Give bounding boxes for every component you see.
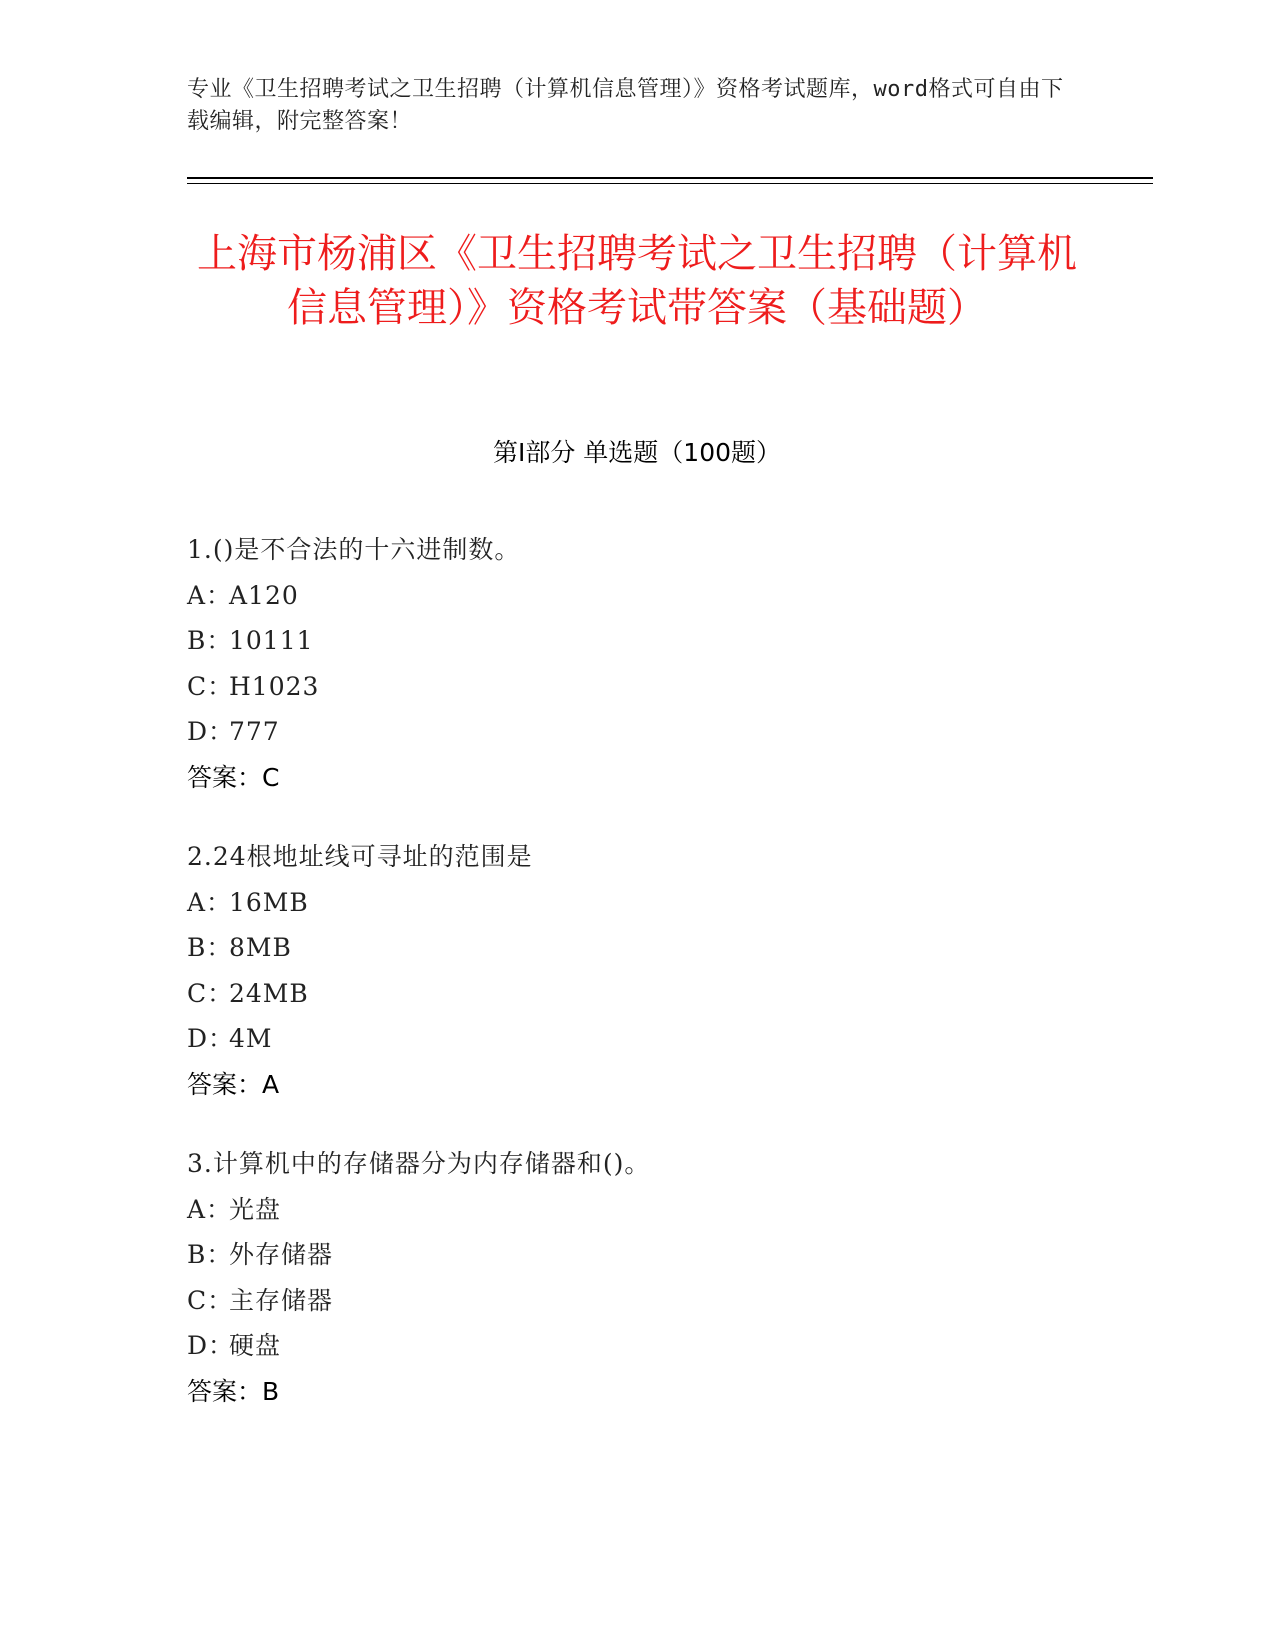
question-1 — [187, 527, 1087, 800]
option-text: 外存储器 — [229, 1240, 334, 1269]
header-divider-thin — [187, 183, 1153, 184]
option-text: 16MB — [229, 887, 309, 917]
option-letter: C： — [187, 978, 234, 1008]
option-text: H1023 — [229, 671, 320, 701]
option-text: 硬盘 — [229, 1331, 282, 1360]
option-c — [187, 971, 1087, 1017]
section-title: 第I部分 单选题（100题） — [492, 438, 782, 467]
answer-line: 答案：C — [187, 762, 280, 792]
document-title: 上海市杨浦区《卫生招聘考试之卫生招聘（计算机信息管理）》资格考试带答案（基础题） — [197, 231, 1077, 331]
option-text: 777 — [229, 717, 280, 746]
question-3 — [187, 1141, 1087, 1414]
question-stem: 2.24根地址线可寻址的范围是 — [187, 842, 533, 871]
option-letter: D： — [187, 1024, 235, 1053]
question-list — [187, 527, 1087, 1448]
answer-line: 答案：B — [187, 1376, 280, 1406]
option-a — [187, 880, 1087, 926]
option-text: 光盘 — [229, 1194, 282, 1224]
answer-line: 答案：A — [187, 1069, 280, 1099]
option-letter: D： — [187, 717, 235, 746]
option-a — [187, 573, 1087, 619]
option-letter: C： — [187, 1285, 234, 1315]
option-letter: B： — [187, 626, 233, 655]
question-2 — [187, 834, 1087, 1107]
option-text: 24MB — [229, 978, 309, 1008]
option-letter: A： — [187, 887, 233, 917]
question-stem: 3.计算机中的存储器分为内存储器和()。 — [187, 1149, 651, 1178]
option-letter: B： — [187, 933, 233, 962]
option-c — [187, 664, 1087, 710]
option-b — [187, 1232, 1087, 1278]
option-text: 主存储器 — [229, 1285, 334, 1315]
option-b — [187, 925, 1087, 971]
header-note: 专业《卫生招聘考试之卫生招聘（计算机信息管理）》资格考试题库，word格式可自由下载编辑，附完整答案！ — [187, 77, 1064, 134]
option-b — [187, 618, 1087, 664]
option-d — [187, 709, 1087, 755]
option-text: A120 — [229, 580, 299, 610]
option-a — [187, 1187, 1087, 1233]
option-letter: D： — [187, 1331, 235, 1360]
option-d — [187, 1016, 1087, 1062]
option-text: 8MB — [229, 933, 292, 962]
option-letter: B： — [187, 1240, 233, 1269]
option-text: 4M — [229, 1024, 273, 1053]
option-text: 10111 — [229, 626, 314, 655]
option-letter: C： — [187, 671, 234, 701]
option-c — [187, 1278, 1087, 1324]
question-stem: 1.()是不合法的十六进制数。 — [187, 535, 521, 564]
option-d — [187, 1323, 1087, 1369]
header-divider-thick — [187, 177, 1153, 179]
option-letter: A： — [187, 1194, 233, 1224]
option-letter: A： — [187, 580, 233, 610]
